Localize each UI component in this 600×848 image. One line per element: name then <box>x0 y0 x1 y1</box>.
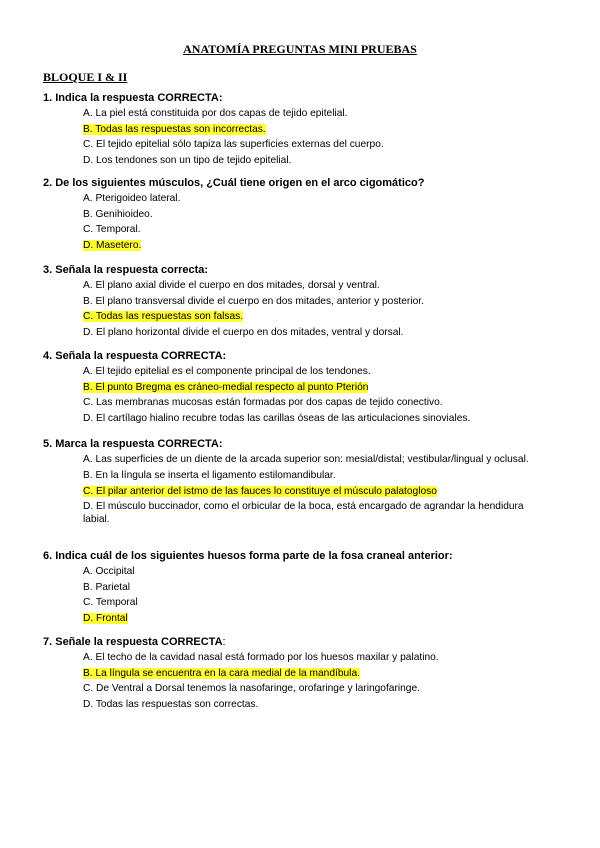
option-text: D. El plano horizontal divide el cuerpo en dos mitades, ventral y dorsal. <box>83 326 404 338</box>
option-text-highlighted: D. Masetero. <box>83 239 142 251</box>
option-text: D. Todas las respuestas son correctas. <box>83 698 259 710</box>
question-6 <box>43 549 563 626</box>
answer-option <box>83 697 563 713</box>
answer-option <box>83 650 563 666</box>
option-text: D. El cartílago hialino recubre todas las carillas óseas de las articulaciones sinoviales. <box>83 412 471 424</box>
answer-option <box>83 595 563 611</box>
option-text-highlighted: C. El pilar anterior del istmo de las fauces lo constituye el músculo palatogloso <box>83 485 437 497</box>
answer-option <box>83 137 563 153</box>
question-2 <box>43 176 563 253</box>
answer-options <box>43 650 563 712</box>
question-text <box>43 635 563 650</box>
answer-option <box>83 499 538 528</box>
option-text: A. El techo de la cavidad nasal está formado por los huesos maxilar y palatino. <box>83 652 439 663</box>
option-text-highlighted: D. Frontal <box>83 612 128 624</box>
question-7 <box>43 635 563 712</box>
option-text-highlighted: B. Todas las respuestas son incorrectas. <box>83 123 266 135</box>
option-text-highlighted: B. La língula se encuentra en la cara medial de la mandíbula. <box>83 667 360 679</box>
answer-option <box>83 681 563 697</box>
answer-option-correct <box>83 122 563 138</box>
option-text: A. La piel está constituida por dos capas de tejido epitelial. <box>83 108 348 119</box>
answer-option-correct <box>83 380 563 396</box>
answer-options <box>43 564 563 626</box>
option-text: A. Occipital <box>83 566 135 577</box>
option-text-highlighted: B. El punto Bregma es cráneo-medial respecto al punto Pterión <box>83 381 369 393</box>
option-text: B. Parietal <box>83 581 130 593</box>
answer-option-correct <box>83 238 563 254</box>
option-text: A. El plano axial divide el cuerpo en dos mitades, dorsal y ventral. <box>83 280 380 291</box>
answer-option <box>83 153 563 169</box>
question-3 <box>43 263 563 340</box>
answer-options <box>43 191 563 253</box>
option-text: A. Pterigoideo lateral. <box>83 193 181 204</box>
option-text: C. El tejido epitelial sólo tapiza las superficies externas del cuerpo. <box>83 139 384 150</box>
answer-option <box>83 294 563 310</box>
option-text: C. Temporal. <box>83 224 141 235</box>
question-text: 2. De los siguientes músculos, ¿Cuál tiene origen en el arco cigomático? <box>43 177 425 189</box>
option-text: B. En la língula se inserta el ligamento estilomandibular. <box>83 470 336 481</box>
question-1 <box>43 91 563 168</box>
answer-option <box>83 106 563 122</box>
answer-option <box>83 207 563 223</box>
option-text: A. Las superficies de un diente de la arcada superior son: mesial/distal; vestibular/lingual y oclusal. <box>83 454 529 465</box>
answer-option-correct <box>83 666 563 682</box>
answer-options <box>43 106 563 168</box>
block-title: BLOQUE I & II <box>43 70 128 84</box>
answer-option <box>83 364 563 380</box>
question-text-main: 7. Señale la respuesta CORRECTA <box>43 636 223 648</box>
answer-option <box>83 468 563 484</box>
answer-option-correct <box>83 484 563 500</box>
question-text: 3. Señala la respuesta correcta: <box>43 264 209 276</box>
option-text: C. De Ventral a Dorsal tenemos la nasofaringe, orofaringe y laringofaringe. <box>83 683 420 694</box>
question-text: 6. Indica cuál de los siguientes huesos forma parte de la fosa craneal anterior: <box>43 550 453 562</box>
answer-option-correct <box>83 309 563 325</box>
option-text: B. El plano transversal divide el cuerpo en dos mitades, anterior y posterior. <box>83 295 424 307</box>
option-text: C. Temporal <box>83 597 138 608</box>
option-text: D. El músculo buccinador, como el orbicular de la boca, está encargado de agrandar la hendidura labial. <box>83 501 524 525</box>
question-text-colon: : <box>222 636 226 648</box>
answer-option <box>83 452 538 468</box>
answer-option <box>83 325 563 341</box>
answer-option <box>83 564 563 580</box>
answer-option <box>83 580 563 596</box>
answer-options <box>43 452 563 528</box>
answer-option <box>83 222 563 238</box>
answer-option <box>83 395 563 411</box>
answer-option-correct <box>83 611 563 627</box>
document-title: ANATOMÍA PREGUNTAS MINI PRUEBAS <box>183 42 417 56</box>
option-text: C. Las membranas mucosas están formadas por dos capas de tejido conectivo. <box>83 397 443 408</box>
answer-options <box>43 278 563 340</box>
question-5 <box>43 437 563 528</box>
answer-option <box>83 411 563 427</box>
answer-option <box>83 191 563 207</box>
option-text: A. El tejido epitelial es el componente principal de los tendones. <box>83 366 371 377</box>
answer-options <box>43 364 563 426</box>
option-text: D. Los tendones son un tipo de tejido epitelial. <box>83 154 292 166</box>
option-text: B. Genihioideo. <box>83 208 153 220</box>
question-text: 4. Señala la respuesta CORRECTA: <box>43 350 227 362</box>
question-text: 1. Indica la respuesta CORRECTA: <box>43 92 223 104</box>
answer-option <box>83 278 563 294</box>
option-text-highlighted: C. Todas las respuestas son falsas. <box>83 311 244 322</box>
question-4 <box>43 349 563 426</box>
question-text: 5. Marca la respuesta CORRECTA: <box>43 438 223 450</box>
